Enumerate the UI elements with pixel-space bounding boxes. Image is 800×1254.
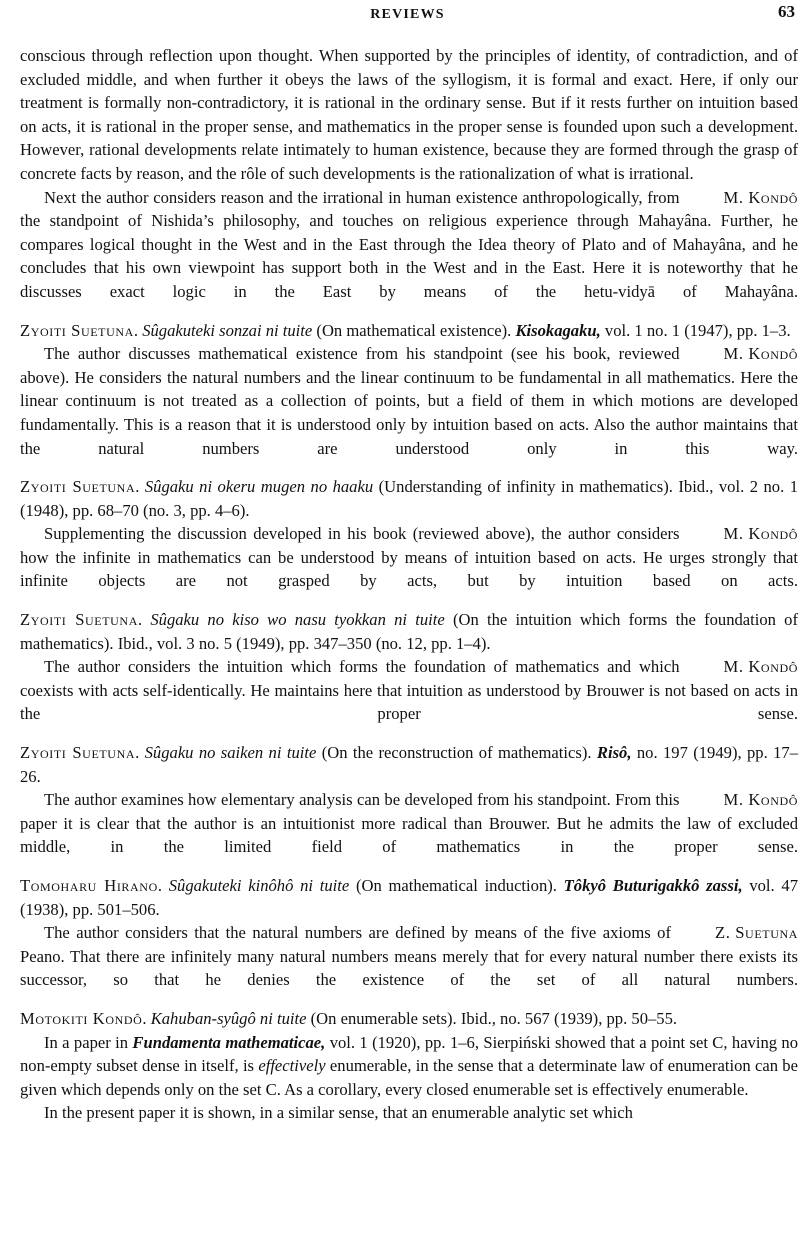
page-header [20,0,795,22]
review-entry [20,319,798,461]
review-details: no. 197 (1949), pp. 17–26. [20,743,798,786]
reviewer-signature: M. Kondô [723,344,798,364]
review-entry [20,1007,798,1125]
review-citation: Zyoiti Suetuna. Sûgaku ni okeru mugen no haaku (Understanding of infinity in mathematics). Ibid., vol. 2 no. 1 (1948), pp. 68–70 (no. 3, pp. 4–6). [20,477,798,520]
review-title: Sûgaku no kiso wo nasu tyokkan ni tuite [150,610,445,630]
review-entry [20,874,798,992]
review-details: Ibid., vol. 3 no. 5 (1949), pp. 347–350 (no. 12, pp. 1–4). [117,633,491,653]
review-citation: Zyoiti Suetuna. Sûgaku no saiken ni tuite (On the reconstruction of mathematics). Risô, no. 197 (1949), pp. 17–26. [20,743,798,786]
reviewer-signature: M. Kondô [723,790,798,810]
page-number: 63 [778,2,795,21]
review-author: Zyoiti Suetuna [20,743,136,763]
review-journal: Risô, [596,743,632,763]
review-citation: Zyoiti Suetuna. Sûgaku no kiso wo nasu tyokkan ni tuite (On the intuition which forms the foundation of mathematics). Ibid., vol. 3 no. 5 (1949), pp. 347–350 (no. 12, pp. 1–4). [20,610,798,653]
review-title: Sûgaku ni okeru mugen no haaku [144,477,374,497]
review-body: M. Kondô Supplementing the discussion developed in his book (reviewed above), the author considers how the infinite in mathematics can be understood by means of intuition based on acts. He urges strongly that infinite objects are not grasped by acts, but by intuition based on acts. [20,524,798,591]
review-author: Zyoiti Suetuna [20,477,136,497]
reviewer-signature: M. Kondô [723,524,798,544]
review-translation: (On the reconstruction of mathematics). [321,743,592,763]
review-details: vol. 1 no. 1 (1947), pp. 1–3. [604,320,791,340]
review-body: M. Kondô The author discusses mathematical existence from his standpoint (see his book, reviewed above). He considers the natural numbers and the linear continuum to be fundamental in all mathematics. Here the linear continuum is not treated as a collection of points, but a field of them in which motions are developed fundamentally. This is a reason that it is understood only by intuition based on acts. Also the author maintains that the natural numbers are understood only in this way. [20,344,798,458]
cited-journal: Fundamenta mathematicae, [132,1032,326,1052]
review-translation: (On mathematical induction). [355,876,557,895]
intro-paragraph-1: conscious through reflection upon thought. When supported by the principles of identity, of contradiction, and of excluded middle, and when further it obeys the laws of the syllogism, it is formal and exact. Here, if only our treatment is formally non-contradictory, it is rational in the ordinary sense. But if it rests further on intuition based on acts, it is rational in the proper sense, and mathematics in the proper sense is founded upon such a development. However, rational developments relate intimately to human existence, because they are formed through the grasp of concrete facts by reason, and the rôle of such developments is the rationalization of what is irrational. [20,46,798,183]
review-details: vol. 47 (1938), pp. 501–506. [20,876,798,919]
emphasis: effectively [258,1056,326,1076]
reviewer-signature: M. Kondô [723,657,798,677]
review-title: Sûgakuteki sonzai ni tuite [142,320,313,340]
review-entry [20,741,798,859]
review-author: Motokiti Kondô [20,1008,143,1028]
review-body: M. Kondô The author considers the intuition which forms the foundation of mathematics and which coexists with acts self-identically. He maintains here that intuition as understood by Brouwer is not based on acts in the proper sense. [20,657,798,724]
review-details: Ibid., vol. 2 no. 1 (1948), pp. 68–70 (no. 3, pp. 4–6). [20,477,798,520]
review-translation: (Understanding of infinity in mathematics). [378,477,673,497]
review-translation: (On the intuition which forms the foundation of mathematics). [20,610,798,653]
review-body: Z. Suetuna The author considers that the natural numbers are defined by means of the five axioms of Peano. That there are infinitely many natural numbers means merely that for every natural number there exists its successor, so that he denies the existence of the set of all natural numbers. [20,923,798,990]
review-journal: Tôkyô Buturigakkô zassi, [563,876,743,895]
review-journal: Kisokagaku, [515,320,601,340]
intro-paragraph-2: M. Kondô Next the author considers reason and the irrational in human existence anthropologically, from the standpoint of Nishida’s philosophy, and touches on religious experience through Mahayâna. Further, he compares logical thought in the West and in the East through the Idea theory of Plato and of Mahayâna, and he concludes that his own viewpoint has support both in the West and in the East. Here it is noteworthy that he discusses exact logic in the East by means of the hetu-vidyā of Mahayâna. [20,187,798,301]
review-author: Zyoiti Suetuna [20,320,134,340]
review-author: Tomoharu Hirano [20,876,158,895]
review-body-continued: In the present paper it is shown, in a similar sense, that an enumerable analytic set which [44,1103,633,1123]
review-entry [20,608,798,726]
running-head: REVIEWS [370,7,445,22]
review-citation: Zyoiti Suetuna. Sûgakuteki sonzai ni tuite (On mathematical existence). Kisokagaku, vol. 1 no. 1 (1947), pp. 1–3. [20,320,791,340]
review-body: In a paper in Fundamenta mathematicae, vol. 1 (1920), pp. 1–6, Sierpiński showed that a point set C, having no non-empty subset dense in itself, is effectively enumerable, in the sense that a determinate law of enumeration can be given which depends only on the set C. As a corollary, every closed enumerable set is effectively enumerable. [20,1032,799,1099]
review-entry [20,475,798,593]
review-citation: Tomoharu Hirano. Sûgakuteki kinôhô ni tuite (On mathematical induction). Tôkyô Buturigakkô zassi, vol. 47 (1938), pp. 501–506. [20,876,798,919]
review-title: Sûgaku no saiken ni tuite [144,743,317,763]
review-title: Kahuban-syûgô ni tuite [150,1008,307,1028]
page-content [20,44,798,1125]
review-translation: (On enumerable sets). [310,1008,457,1028]
review-translation: (On mathematical existence). [316,320,512,340]
review-details: Ibid., no. 567 (1939), pp. 50–55. [460,1008,678,1028]
reviewer-signature: M. Kondô [723,187,798,207]
review-citation: Motokiti Kondô. Kahuban-syûgô ni tuite (On enumerable sets). Ibid., no. 567 (1939), pp. 50–55. [20,1008,678,1028]
review-author: Zyoiti Suetuna [20,610,138,630]
review-title: Sûgakuteki kinôhô ni tuite [168,876,350,895]
reviewer-signature: Z. Suetuna [715,923,798,943]
review-body: M. Kondô The author examines how elementary analysis can be developed from his standpoint. From this paper it is clear that the author is an intuitionist more radical than Brouwer. But he admits the law of excluded middle, in the limited field of mathematics in the proper sense. [20,790,798,857]
